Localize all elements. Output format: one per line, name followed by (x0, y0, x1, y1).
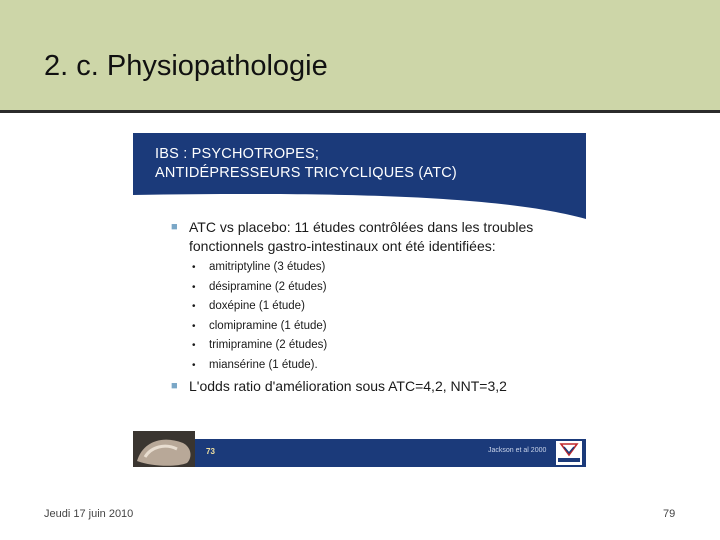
sub-bullet-item (171, 278, 581, 298)
embedded-page-number: 73 (206, 447, 215, 456)
slide-title: 2. c. Physiopathologie (44, 50, 328, 82)
square-bullet-icon: ■ (171, 380, 178, 392)
embedded-slide-footer (133, 439, 586, 467)
bullet-item (171, 377, 581, 396)
dot-bullet-icon: • (192, 320, 196, 332)
dot-bullet-icon: • (192, 359, 196, 371)
title-divider (0, 110, 720, 113)
embedded-title-line2: ANTIDÉPRESSEURS TRICYCLIQUES (ATC) (155, 165, 457, 181)
square-bullet-icon: ■ (171, 221, 178, 233)
sub-bullet-text: doxépine (1 étude) (209, 300, 305, 312)
dot-bullet-icon: • (192, 301, 196, 312)
footer-date: Jeudi 17 juin 2010 (44, 508, 134, 520)
bullet-text: ATC vs placebo: 11 études contrôlées dans les troubles fonctionnels gastro-intestinaux ont été identifiées: (189, 219, 534, 254)
logo-mark-icon (556, 441, 582, 465)
embedded-slide-title (155, 145, 457, 183)
sub-bullet-item (171, 317, 581, 337)
sub-bullet-text: trimipramine (2 études) (209, 339, 328, 351)
dot-bullet-icon: • (192, 262, 196, 273)
embedded-title-line1: IBS : PSYCHOTROPES; (155, 146, 320, 162)
footer-page-number: 79 (663, 508, 676, 520)
menarini-logo (556, 441, 582, 465)
sub-bullet-text: miansérine (1 étude). (209, 358, 318, 371)
bullet-text: L'odds ratio d'amélioration sous ATC=4,2, NNT=3,2 (189, 378, 507, 394)
dot-bullet-icon: • (192, 340, 196, 351)
embedded-slide-header (133, 133, 586, 219)
embedded-slide-image (133, 133, 586, 467)
bullet-list (171, 218, 581, 396)
sub-bullet-text: amitriptyline (3 études) (209, 261, 326, 273)
sub-bullet-item (171, 356, 581, 376)
sub-bullet-list (171, 258, 581, 375)
sub-bullet-item (171, 297, 581, 317)
sub-bullet-text: désipramine (2 études) (209, 280, 327, 293)
stomach-photo-icon (133, 431, 195, 467)
citation-text: Jackson et al 2000 (488, 447, 547, 454)
sub-bullet-item (171, 258, 581, 278)
dot-bullet-icon: • (192, 281, 196, 293)
sub-bullet-item (171, 336, 581, 356)
sub-bullet-text: clomipramine (1 étude) (209, 319, 327, 332)
bullet-item (171, 218, 581, 256)
